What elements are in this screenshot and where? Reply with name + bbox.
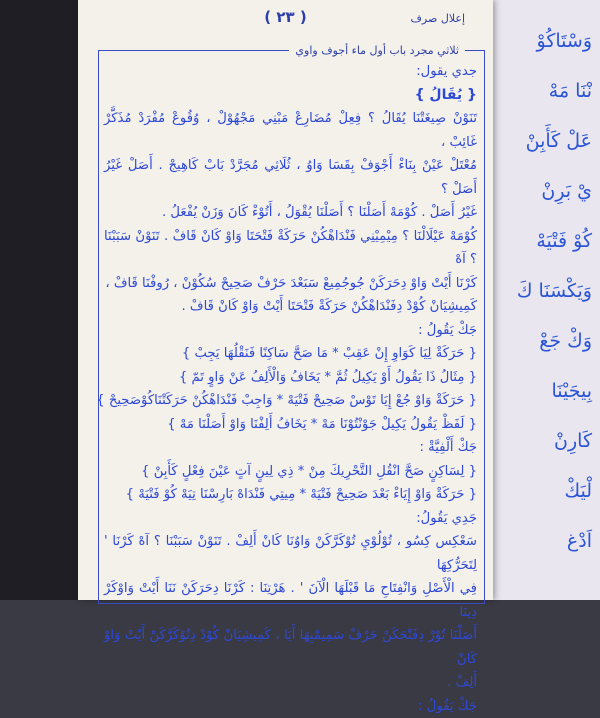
text-line: { حَرَكَةْ وَاوْ إِيَاءْ بَعْدَ صَحِيحْ فَتْيَهْ * مِيتِي فَنْدَاهْ بَارِسْنَا تِيَهْ كُوْ فَتْيَهْ } bbox=[104, 483, 477, 507]
text-line: جدي يقول: bbox=[104, 60, 477, 84]
next-page-edge bbox=[480, 0, 600, 600]
next-page-fragment: كُوْ فَتْيَهْ bbox=[536, 230, 592, 252]
next-page-fragment: عَلْ كَأَبِنْ bbox=[526, 130, 592, 152]
text-line: { حَرَكَةْ لِيَا كَوَاوِ إِنْ عَقِبْ * مَا صَحَّ سَاكِنًا فَنَقْلُهَا يَجِبْ } bbox=[104, 342, 477, 366]
text-line: كَرْنَا أَيْتْ وَاوْ دِحَرَكَنْ جُوجُمِيعْ سَبَعْدَ حَرْفْ صَحِيحْ سُكُوْنْ ، رُوفْنَا قَافْ ، bbox=[104, 272, 477, 296]
text-line: { يُقَالُ } bbox=[104, 84, 477, 108]
text-line: كُوْمَهْ عَيْلَالْنَا ؟ مِيْمِيْنِي فَنْدَاهْكُنْ حَرَكَةْ فَتْحَتَا وَاوْ كَانْ قَافْ . تَنَوْنْ سَبَبْنَا ؟ آهْ bbox=[104, 225, 477, 272]
next-page-fragment: لْيَكْ bbox=[564, 480, 592, 502]
chapter-title: ثلاثي مجرد باب أول ماء أجوف واوي bbox=[289, 44, 465, 57]
text-line: فِي الْأَصْلِ وَانْفِتَاحِ مَا قَبْلَهَا الْآنَ ' . هَرْتِنَا : كَرْنَا دِحَرَكَنْ نَنَا أَيْتْ وَاوْكَرْ دِينَا bbox=[104, 577, 477, 624]
text-line: أَلِفْ . bbox=[104, 671, 477, 695]
text-line: غَيْرُ أَصَلْ . كُوْمَهْ أَصَلْنَا ؟ أَصَلْنَا يُقْوَلُ ، أَتُوْءْ كَانَ وَزَنْ يُفْعَلُ . bbox=[104, 201, 477, 225]
text-line: { حَرَكَةْ وَاوْ جُعْ إِيَا تَوْسْ صَحِيحْ فَتْيَهْ * وَاجِبْ فَنْدَاهْكُنْ حَرَكَتْنَاكُوْصَحِيحْ } bbox=[104, 389, 477, 413]
text-line: جَكْ يَقُولُ : bbox=[104, 695, 477, 718]
dark-background bbox=[0, 0, 78, 600]
next-page-fragment: نْنَا مَهْ bbox=[549, 80, 592, 102]
text-line: سَعْكِس كِسُو ، تُوْلُوْيِ تُوْكَرَّكَنْ وَاوُنَا كَانْ أَلِفْ . تَنَوْنْ سَبَبْنَا ؟ آهْ كَرْنَا ' لِتَحَرُّكِهَا bbox=[104, 530, 477, 577]
next-page-fragment: يْ بَرِنْ bbox=[541, 180, 592, 202]
next-page-fragment: كَارِنْ bbox=[554, 430, 592, 452]
next-page-fragment: وَسْتَاكُوْ bbox=[537, 30, 592, 52]
text-line: { لِسَاكِنٍ صَحَّ انْقُلِ التَّحْرِيكَ مِنْ * ذِي لِينٍ آتٍ عَيْنَ فِعْلٍ كَأَبِنْ } bbox=[104, 460, 477, 484]
text-line: { مِثَالُ ذَا يَقُولُ أَوْ يَكِيلُ ثُمَّ * يَخَافُ وَالْأَلِفُ عَنْ وَاوٍ تَمّ } bbox=[104, 366, 477, 390]
text-line: كَمِيشِيَانْ كُوْدْ دِفَنْدَاهْكُنْ حَرَكَةْ فَتْحَتَا أَيْتْ وَاوْ كَانْ قَافْ . bbox=[104, 295, 477, 319]
page-body bbox=[104, 60, 477, 718]
page-header bbox=[78, 8, 493, 32]
header-note: إعلال صرف bbox=[411, 12, 465, 25]
page-number: ( ٢٣ ) bbox=[78, 8, 493, 26]
next-page-fragment: اَدْغ bbox=[567, 530, 592, 552]
text-line: { لَفَظْ يَقُولُ يَكِيلْ جَوْنْتُوْنَا مَهْ * يَخَافُ أَلِفْنَا وَاوْ أَصَلْنَا مَهْ } bbox=[104, 413, 477, 437]
text-line: تَنَوْنْ صِيغَتْنَا يُقَالُ ؟ فِعِلْ مُضَارِعْ مَبْنِي مَجْهُوْلْ ، وُقُوعْ مُفْرَدْ مُذَكَّرْ غَائِبْ ، bbox=[104, 107, 477, 154]
text-line: جَدِي يَقُولُ: bbox=[104, 507, 477, 531]
text-line: جَكْ يَقُولُ : bbox=[104, 319, 477, 343]
text-line: مُعْتَلْ عَيْنْ بِنَاءْ أَجْوَفْ بِقَسَا وَاوُ ، ثُلَاثِي مُجَرَّدْ بَابْ كَاهِيجْ . أَصَلْ غَيْرُ أَصَلْ ؟ bbox=[104, 154, 477, 201]
text-line: أَصَلْنَا تُوْرْ دِفَتْحَكَنْ حَرْفْ سَمِيمْبِهَا أَيَا ، كَمِيشِيَانْ كُوْدْ دِتُوْكَرَّكَنْ أَيْتْ وَاوْ كَانْ bbox=[104, 624, 477, 671]
next-page-fragment: وَكْ جَعْ bbox=[539, 330, 592, 352]
text-line: جَكْ أَلْفِيَّةْ : bbox=[104, 436, 477, 460]
book-page bbox=[78, 0, 493, 600]
next-page-fragment: وَيَكْسَنَا كَ bbox=[517, 280, 592, 302]
next-page-fragment: بِيجَيْنَا bbox=[551, 380, 592, 402]
